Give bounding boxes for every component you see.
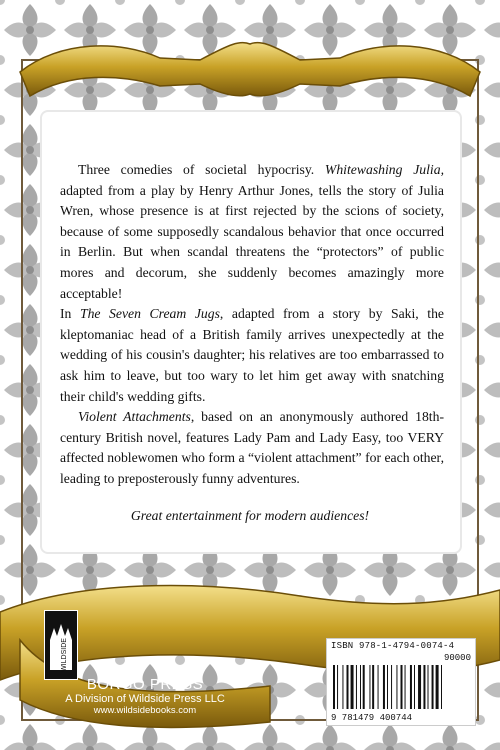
blurb-text: In: [60, 306, 80, 322]
publisher-division: A Division of Wildside Press LLC: [65, 693, 225, 705]
blurb-text: adapted from a play by Henry Arthur Jones, tells the story of Julia Wren, whose presence is at first rejected by the scions of society, because of some supposedly scandalous behavior that once occurred in Berlin. But when scandal threatens the “protectors” of public mores and decorum, she suddenly becomes amazingly more acceptable!: [60, 182, 444, 301]
publisher-block: [30, 676, 260, 716]
publisher-url: www.wildsidebooks.com: [93, 705, 197, 716]
play-title: Violent Attachments: [78, 409, 191, 425]
play-title: The Seven Cream Jugs: [79, 306, 220, 322]
logo-text: WILDSIDE: [61, 638, 68, 672]
blurb-paragraph: [60, 407, 444, 489]
isbn-label: ISBN 978-1-4794-0074-4: [331, 641, 455, 651]
barcode-bars-icon: [333, 665, 469, 709]
barcode-number: 9 781479 400744: [331, 713, 413, 723]
blurb-paragraph: [60, 160, 444, 304]
wildside-logo-icon: [44, 610, 78, 680]
price-code: 90000: [443, 653, 471, 663]
play-title: Whitewashing Julia,: [324, 162, 444, 177]
blurb-paragraph: [60, 304, 444, 407]
tagline: Great entertainment for modern audiences!: [130, 508, 370, 523]
blurb-text: , based on an anonymously authored 18th-century British novel, features Lady Pam and Lady Easy, too VERY affected noblewomen who form a “violent attachment” for each other, leading to preposterously funny adventures.: [60, 409, 444, 486]
publisher-name: BORGO PRESS: [86, 676, 204, 693]
blurb: [60, 160, 444, 490]
barcode: [326, 638, 476, 726]
blurb-text: Three comedies of societal hypocrisy.: [78, 162, 325, 177]
blurb-text: , adapted from a story by Saki, the kleptomaniac head of a British family arrives unexpectedly at the wedding of his cousin's daughter; his relatives are too embarrassed to ask him to leave, but too wary to let him get away with snatching their child's wedding gifts.: [60, 306, 444, 404]
